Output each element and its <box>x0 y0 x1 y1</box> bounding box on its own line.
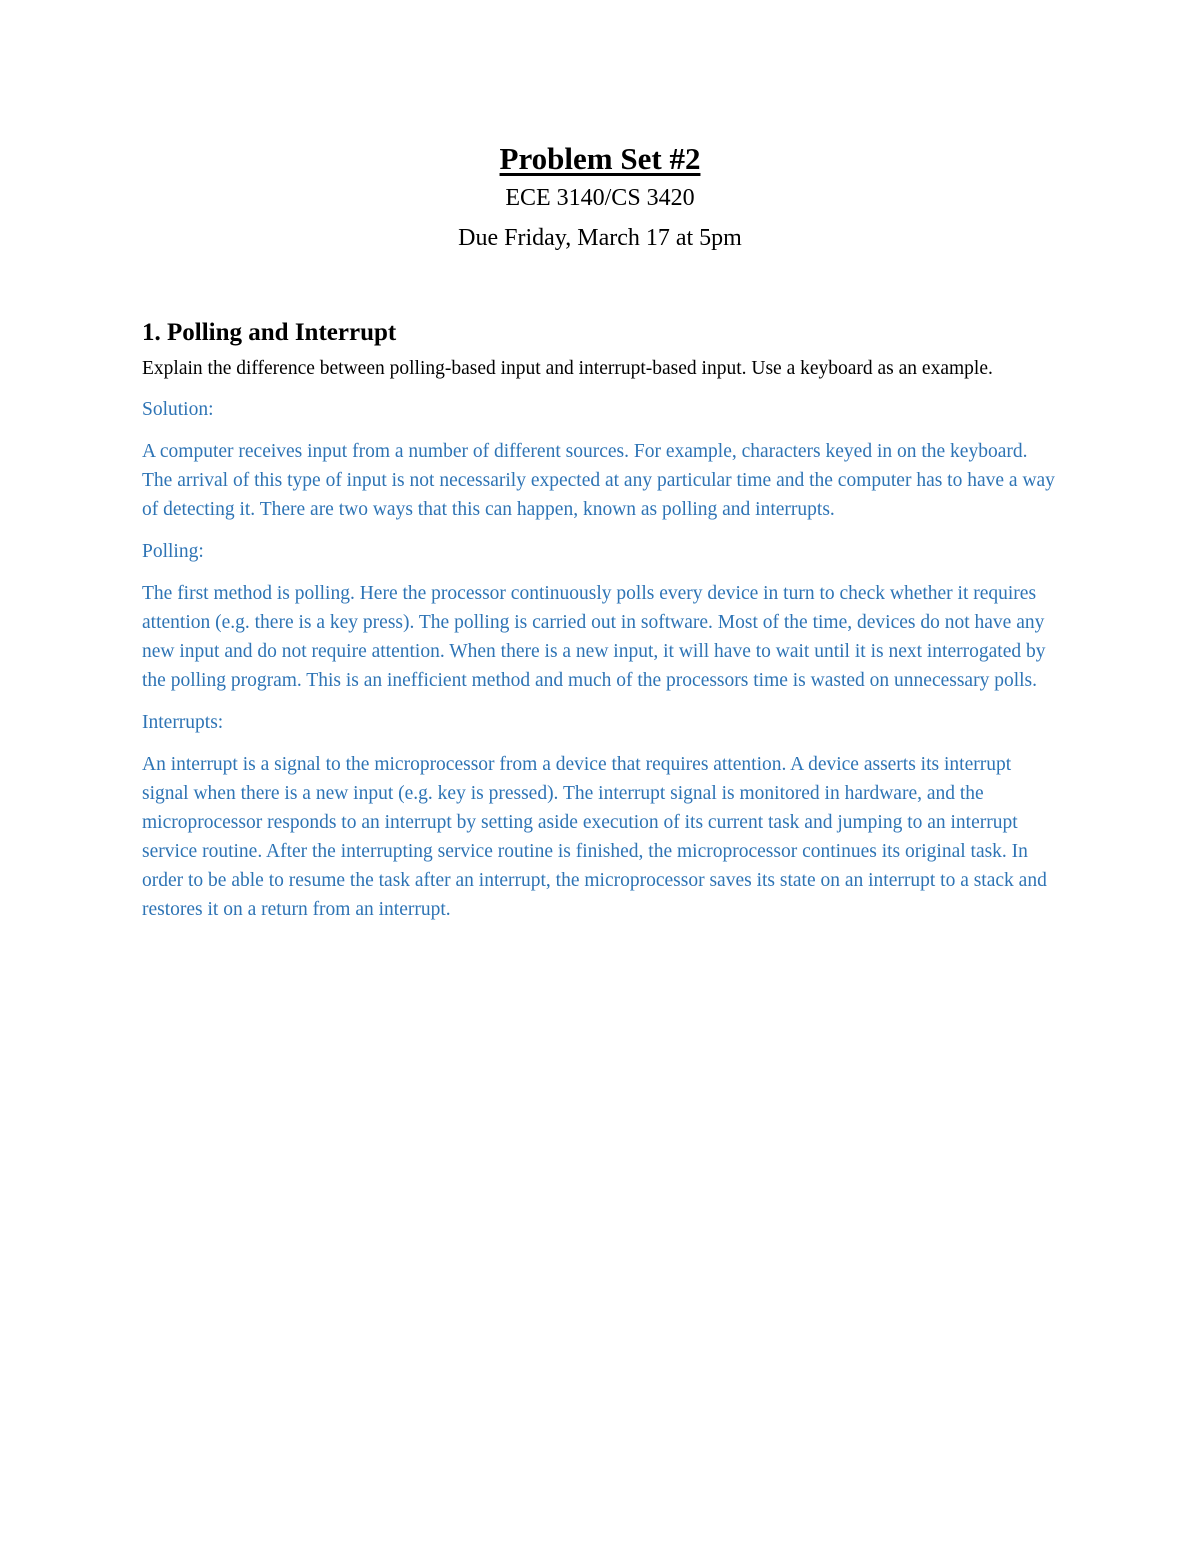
solution-block <box>142 395 1062 924</box>
problem-section <box>142 316 1062 937</box>
question-text: Explain the difference between polling-based input and interrupt-based input. Use a keyboard as an example. <box>142 358 993 379</box>
interrupts-paragraph: An interrupt is a signal to the microprocessor from a device that requires attention. A device asserts its interrupt signal when there is a new input (e.g. key is pressed). The interrupt signal is monitored in hardware, and the microprocessor responds to an interrupt by setting aside execution of its current task and jumping to an interrupt service routine. After the interrupting service routine is finished, the microprocessor continues its original task. In order to be able to resume the task after an interrupt, the microprocessor saves its state on an interrupt to a stack and restores it on a return from an interrupt. <box>142 754 1047 920</box>
page-title: Problem Set #2 <box>499 141 701 176</box>
section-heading: 1. Polling and Interrupt <box>142 319 397 346</box>
course-code: ECE 3140/CS 3420 <box>505 185 695 211</box>
document-header <box>0 140 1200 258</box>
polling-paragraph: The first method is polling. Here the processor continuously polls every device in turn to check whether it requires attention (e.g. there is a key press). The polling is carried out in software. Most of the time, devices do not have any new input and do not require attention. When there is a new input, it will have to wait until it is next interrogated by the polling program. This is an inefficient method and much of the processors time is wasted on unnecessary polls. <box>142 583 1046 691</box>
solution-intro-paragraph: A computer receives input from a number of different sources. For example, characters keyed in on the keyboard. The arrival of this type of input is not necessarily expected at any particular time and the computer has to have a way of detecting it. There are two ways that this can happen, known as polling and interrupts. <box>142 441 1055 520</box>
interrupts-label: Interrupts: <box>142 712 224 733</box>
polling-label: Polling: <box>142 541 204 562</box>
due-date: Due Friday, March 17 at 5pm <box>458 225 742 251</box>
solution-label: Solution: <box>142 399 214 420</box>
